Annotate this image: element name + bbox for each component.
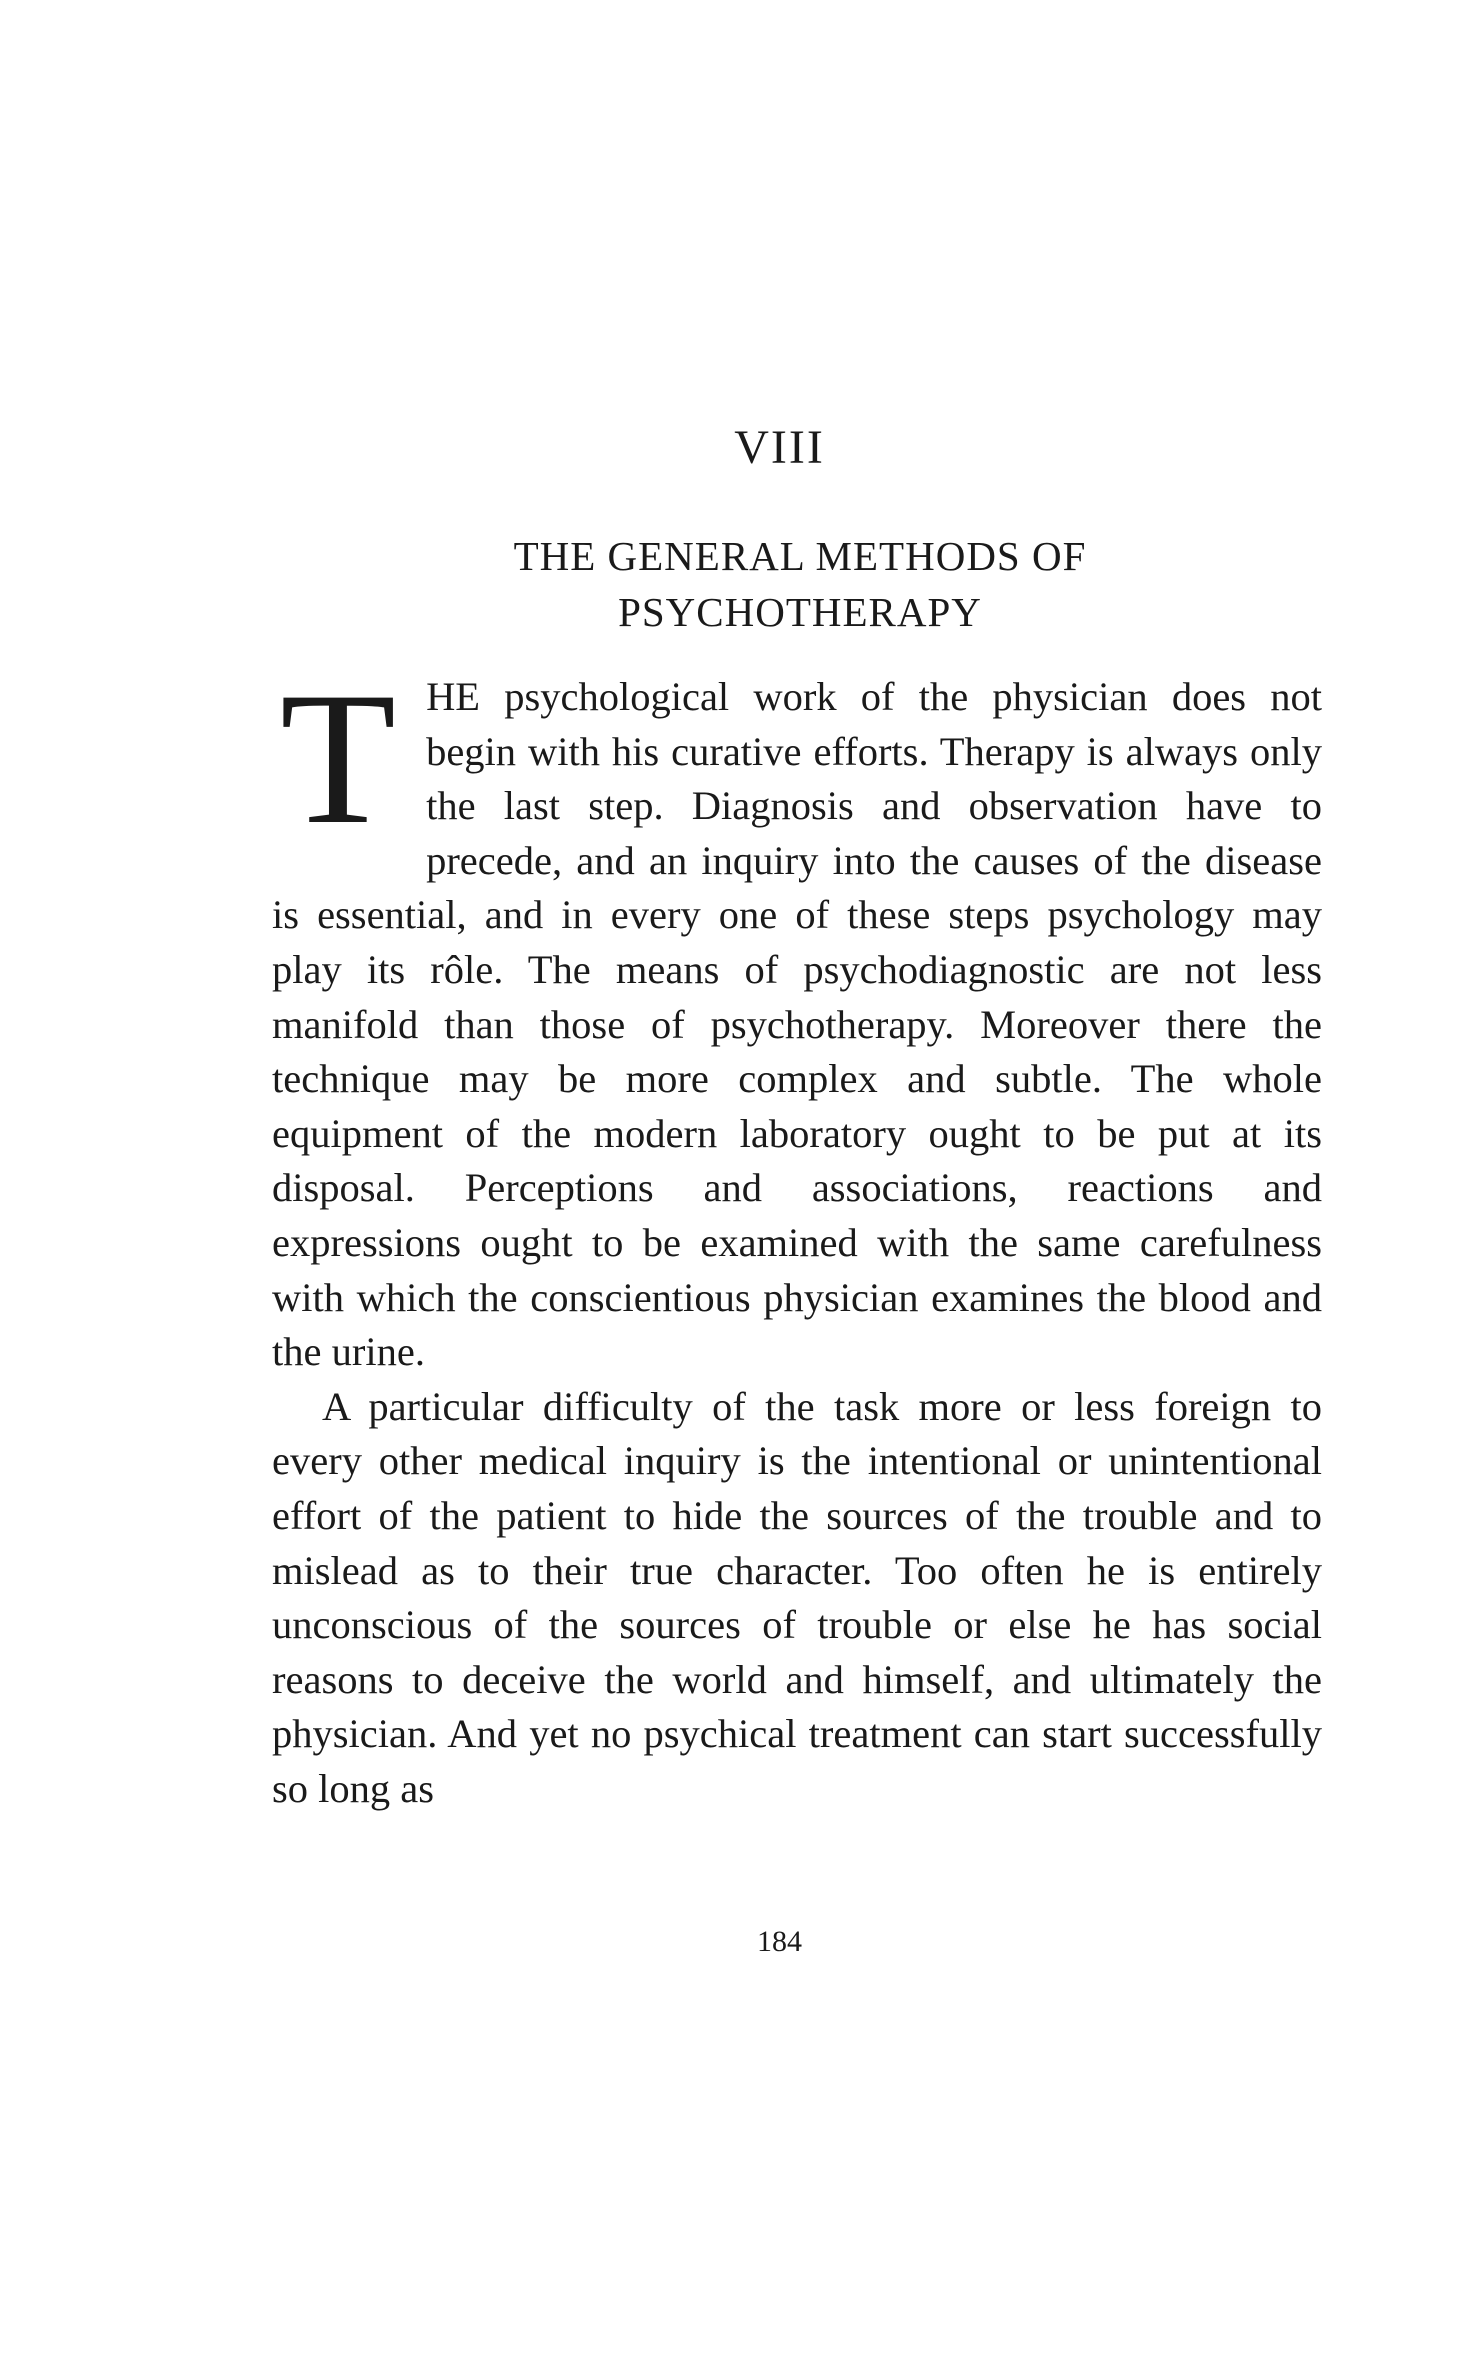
body-text bbox=[272, 654, 1322, 1816]
page-number: 184 bbox=[757, 1925, 802, 1958]
paragraph-1-text: HE psychological work of the physician does not begin with his curative efforts. Therapy is always only the last step. Diagnosis and observation have to precede, and an inquiry into the causes of the disease is essential, and in every one of these steps psychology may play its rôle. The means of psychodiagnostic are not less manifold than those of psychotherapy. Moreover there the technique may be more complex and subtle. The whole equipment of the modern laboratory ought to be put at its disposal. Perceptions and associations, reactions and expressions ought to be examined with the same carefulness with which the conscientious physician examines the blood and the urine. bbox=[272, 674, 1322, 1375]
paragraph-1 bbox=[272, 654, 1322, 1380]
chapter-title bbox=[270, 528, 1330, 640]
chapter-title-line-2: PSYCHOTHERAPY bbox=[618, 589, 982, 635]
chapter-number: VIII bbox=[734, 421, 825, 474]
chapter-title-line-1: THE GENERAL METHODS OF bbox=[513, 533, 1087, 579]
paragraph-2: A particular difficulty of the task more or less foreign to every other medical inquiry is the intentional or unintentional effort of the patient to hide the sources of the trouble and to mislead as to their true character. Too often he is entirely unconscious of the sources of trouble or else he has social reasons to deceive the world and himself, and ultimately the physician. And yet no psychical treatment can start successfully so long as bbox=[272, 1383, 1322, 1811]
drop-cap: T bbox=[280, 654, 397, 864]
